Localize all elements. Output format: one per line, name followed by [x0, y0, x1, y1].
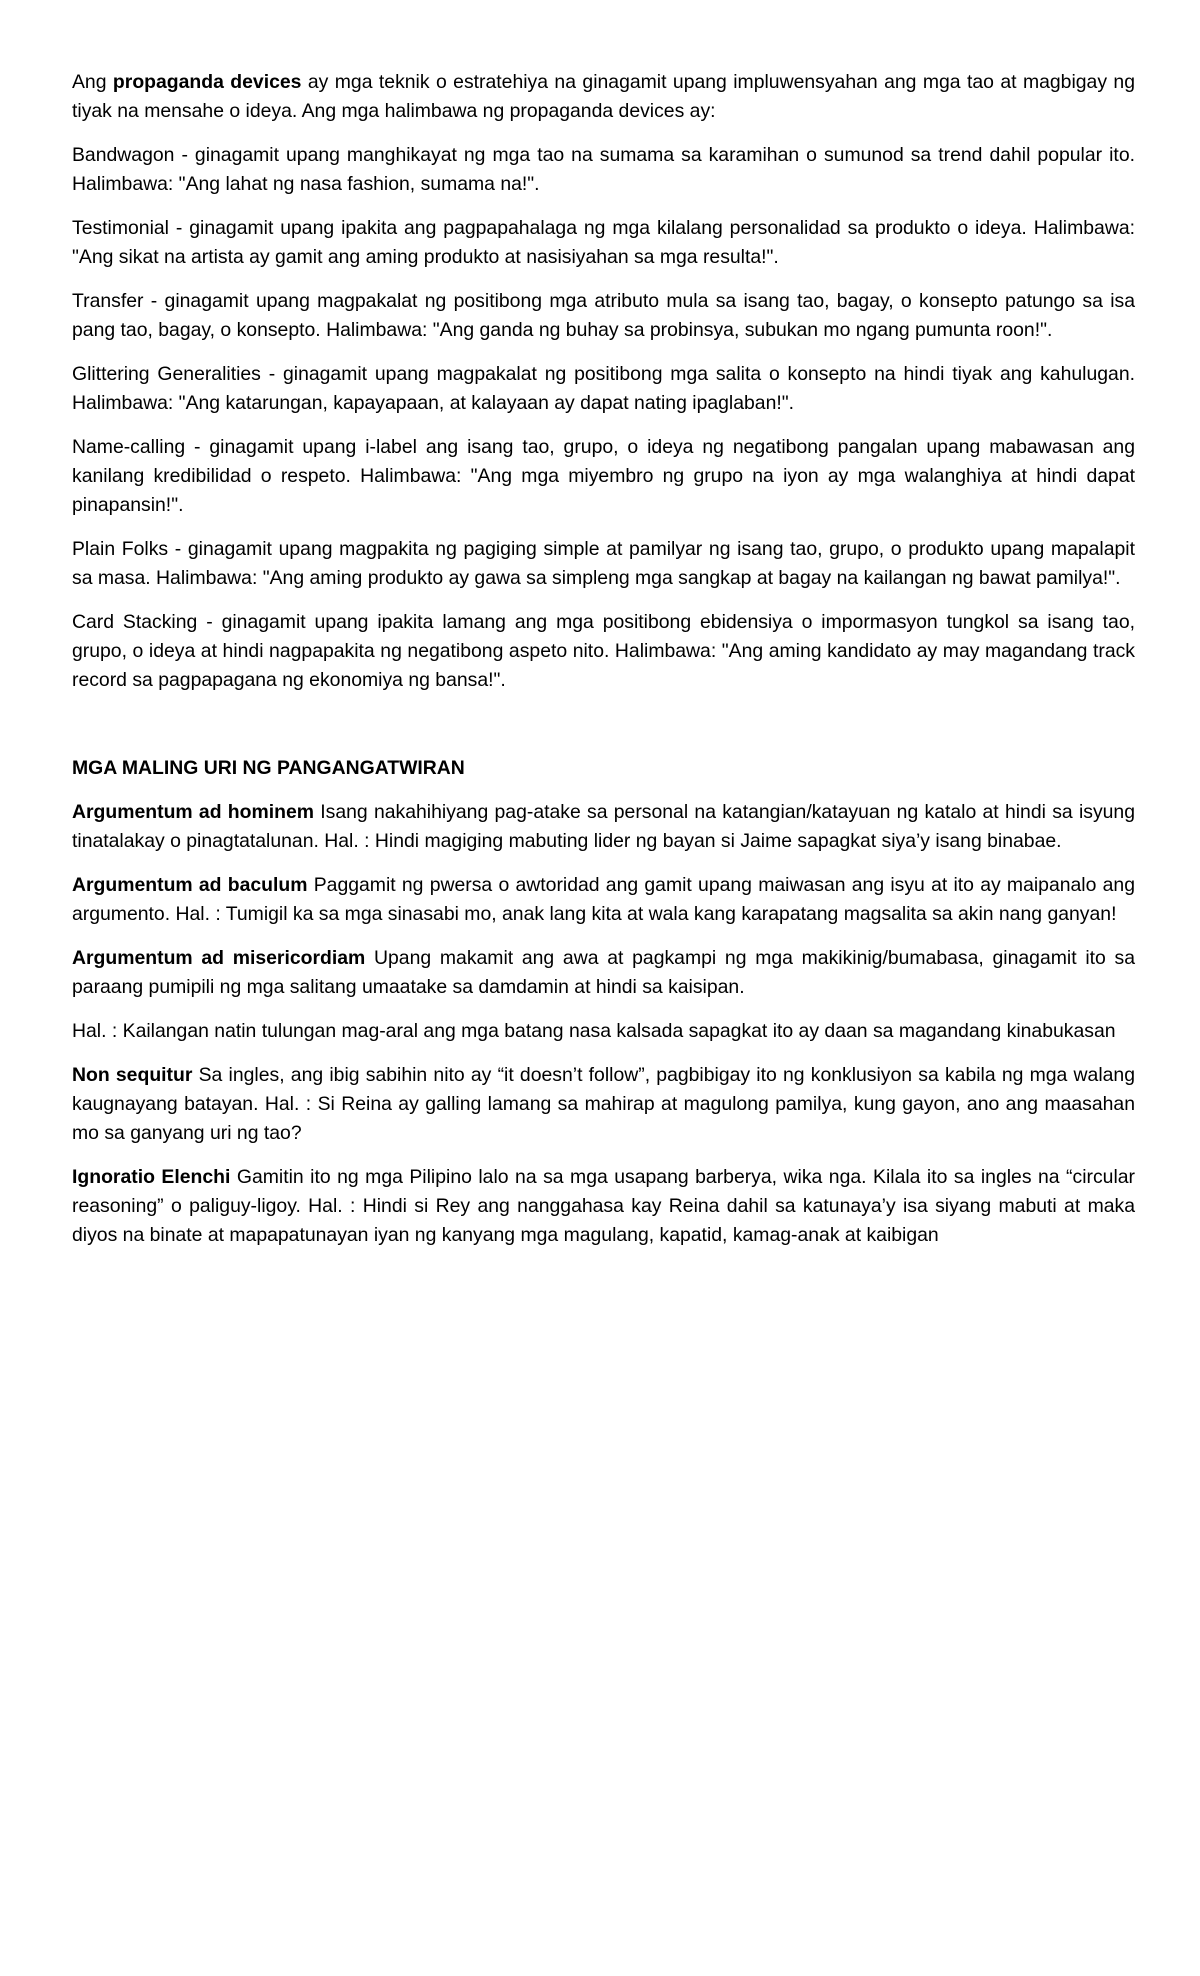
fallacy-term: Argumentum ad misericordiam — [72, 947, 366, 969]
device-transfer: Transfer - ginagamit upang magpakalat ng positibong mga atributo mula sa isang tao, bagay, o konsepto patungo sa isa pang tao, bagay, o konsepto. Halimbawa: "Ang ganda ng buhay sa probinsya, subukan mo ngang pumunta roon!". — [72, 290, 1135, 341]
device-bandwagon: Bandwagon - ginagamit upang manghikayat ng mga tao na sumama sa karamihan o sumunod sa trend dahil popular ito. Halimbawa: "Ang lahat ng nasa fashion, sumama na!". — [72, 144, 1135, 195]
fallacy-ad-misericordiam — [72, 944, 1135, 1002]
device-name-calling: Name-calling - ginagamit upang i-label ang isang tao, grupo, o ideya ng negatibong pangalan upang mabawasan ang kanilang kredibilidad o respeto. Halimbawa: "Ang mga miyembro ng grupo na iyon ay mga walanghiya at hindi dapat pinapansin!". — [72, 436, 1135, 516]
fallacy-text: Gamitin ito ng mga Pilipino lalo na sa mga usapang barberya, wika nga. Kilala ito sa ingles na “circular reasoning” o paliguy-ligoy. Hal. : Hindi si Rey ang nanggahasa kay Reina dahil sa katunaya’y isa siyang mabuti at maka diyos na binate at mapapatunayan iyan ng kanyang mga magulang, kapatid, kamag-anak at kaibigan — [72, 1166, 1135, 1246]
fallacy-ad-baculum — [72, 871, 1135, 929]
intro-prefix: Ang — [72, 71, 113, 93]
fallacy-term: Ignoratio Elenchi — [72, 1166, 231, 1188]
device-plain-folks: Plain Folks - ginagamit upang magpakita ng pagiging simple at pamilyar ng isang tao, grupo, o produkto upang mapalapit sa masa. Halimbawa: "Ang aming produkto ay gawa sa simpleng mga sangkap at bagay na kailangan ng bawat pamilya!". — [72, 538, 1135, 589]
document-page — [72, 68, 1135, 1265]
fallacy-text: Paggamit ng pwersa o awtoridad ang gamit upang maiwasan ang isyu at ito ay maipanalo ang argumento. Hal. : Tumigil ka sa mga sinasabi mo, anak lang kita at wala kang karapatang magsalita sa akin nang ganyan! — [72, 874, 1135, 925]
fallacy-text: Upang makamit ang awa at pagkampi ng mga makikinig/bumabasa, ginagamit ito sa paraang pumipili ng mga salitang umaatake sa damdamin at hindi sa kaisipan. — [72, 947, 1135, 998]
device-glittering-generalities: Glittering Generalities - ginagamit upang magpakalat ng positibong mga salita o konsepto na hindi tiyak ang kahulugan. Halimbawa: "Ang katarungan, kapayapaan, at kalayaan ay dapat nating ipaglaban!". — [72, 363, 1135, 414]
intro-rest: ay mga teknik o estratehiya na ginagamit upang impluwensyahan ang mga tao at magbigay ng tiyak na mensahe o ideya. Ang mga halimbawa ng propaganda devices ay: — [72, 71, 1136, 122]
fallacy-ignoratio-elenchi — [72, 1163, 1135, 1250]
section-heading: MGA MALING URI NG PANGANGATWIRAN — [72, 757, 465, 779]
device-card-stacking: Card Stacking - ginagamit upang ipakita lamang ang mga positibong ebidensiya o impormasyon tungkol sa isang tao, grupo, o ideya at hindi nagpapakita ng negatibong aspeto nito. Halimbawa: "Ang aming kandidato ay may magandang track record sa pagpapagana ng ekonomiya ng bansa!". — [72, 611, 1135, 691]
fallacy-ad-hominem — [72, 798, 1135, 856]
device-testimonial: Testimonial - ginagamit upang ipakita ang pagpapahalaga ng mga kilalang personalidad sa produkto o ideya. Halimbawa: "Ang sikat na artista ay gamit ang aming produkto at nasisiyahan sa mga resulta!". — [72, 217, 1135, 268]
intro-paragraph — [72, 68, 1135, 126]
fallacy-term: Non sequitur — [72, 1064, 193, 1086]
fallacy-non-sequitur — [72, 1061, 1135, 1148]
fallacy-text: Hal. : Kailangan natin tulungan mag-aral ang mga batang nasa kalsada sapagkat ito ay daan sa magandang kinabukasan — [72, 1020, 1116, 1042]
fallacy-term: Argumentum ad baculum — [72, 874, 308, 896]
fallacy-term: Argumentum ad hominem — [72, 801, 314, 823]
fallacy-text: Sa ingles, ang ibig sabihin nito ay “it doesn’t follow”, pagbibigay ito ng konklusiyon sa kabila ng mga walang kaugnayang batayan. Hal. : Si Reina ay galling lamang sa mahirap at magulong pamilya, kung gayon, ano ang maasahan mo sa ganyang uri ng tao? — [72, 1064, 1135, 1144]
fallacy-text: Isang nakahihiyang pag-atake sa personal na katangian/katayuan ng katalo at hindi sa isyung tinatalakay o pinagtatalunan. Hal. : Hindi magiging mabuting lider ng bayan si Jaime sapagkat siya’y isang binabae. — [72, 801, 1135, 852]
section-spacer — [72, 710, 1135, 754]
fallacy-example — [72, 1017, 1135, 1046]
intro-term: propaganda devices — [112, 71, 302, 93]
